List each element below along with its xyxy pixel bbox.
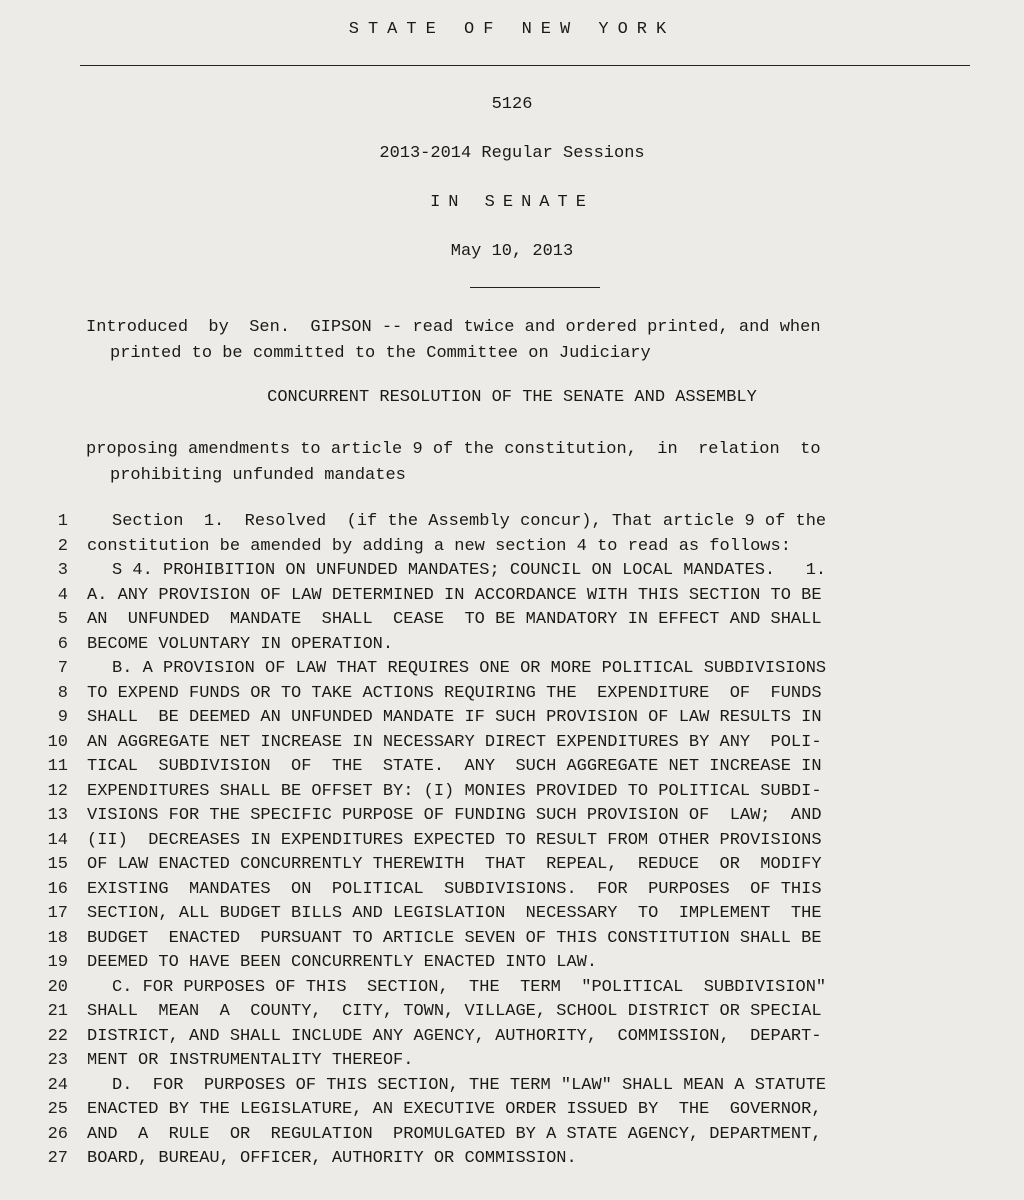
line-number: 4 (57, 585, 68, 605)
line-number: 26 (47, 1124, 68, 1144)
body-line (40, 927, 990, 952)
line-number: 10 (47, 732, 68, 752)
state-heading: STATE OF NEW YORK (348, 20, 676, 39)
line-number: 22 (47, 1026, 68, 1046)
line-text: VISIONS FOR THE SPECIFIC PURPOSE OF FUNDING SUCH PROVISION OF LAW; AND (87, 806, 822, 825)
body-line (40, 1147, 990, 1172)
body-line (40, 731, 990, 756)
line-number: 19 (47, 953, 68, 972)
body-line (40, 1025, 990, 1050)
body-line (40, 755, 990, 780)
line-text: EXPENDITURES SHALL BE OFFSET BY: (I) MONIES PROVIDED TO POLITICAL SUBDI- (87, 781, 822, 801)
body-line (40, 657, 990, 682)
line-text: B. A PROVISION OF LAW THAT REQUIRES ONE OR MORE POLITICAL SUBDIVISIONS (112, 659, 827, 678)
body-line (40, 608, 990, 633)
chamber-label: IN SENATE (430, 193, 594, 212)
line-text: SECTION, ALL BUDGET BILLS AND LEGISLATION NECESSARY TO IMPLEMENT THE (87, 904, 822, 923)
body-line (40, 1098, 990, 1123)
line-number: 2 (57, 536, 68, 556)
body-line (40, 829, 990, 854)
line-text: (II) DECREASES IN EXPENDITURES EXPECTED TO RESULT FROM OTHER PROVISIONS (87, 830, 822, 850)
line-number: 20 (47, 977, 68, 997)
line-number: 17 (47, 904, 68, 923)
line-number: 15 (47, 855, 68, 874)
line-text: AND A RULE OR REGULATION PROMULGATED BY A STATE AGENCY, DEPARTMENT, (87, 1124, 822, 1144)
line-number: 5 (57, 610, 68, 629)
line-number: 21 (47, 1002, 68, 1021)
line-text: BOARD, BUREAU, OFFICER, AUTHORITY OR COMMISSION. (87, 1149, 577, 1168)
line-text: BECOME VOLUNTARY IN OPERATION. (87, 634, 394, 654)
body-line (40, 535, 990, 560)
resolution-heading: CONCURRENT RESOLUTION OF THE SENATE AND ASSEMBLY (267, 388, 757, 407)
line-number: 3 (57, 561, 68, 580)
body-line (40, 1074, 990, 1099)
line-number: 7 (57, 659, 68, 678)
body-line (40, 510, 990, 535)
line-number: 24 (47, 1075, 68, 1095)
line-number: 9 (57, 708, 68, 727)
proposing-line-1: proposing amendments to article 9 of the constitution, in relation to (86, 440, 821, 459)
body-line (40, 804, 990, 829)
line-number: 16 (47, 879, 68, 899)
proposing-paragraph (86, 437, 976, 489)
body-line (40, 682, 990, 707)
body-line (40, 584, 990, 609)
line-text: DISTRICT, AND SHALL INCLUDE ANY AGENCY, AUTHORITY, COMMISSION, DEPART- (87, 1026, 822, 1046)
line-number: 23 (47, 1051, 68, 1070)
intro-line-2: printed to be committed to the Committee on Judiciary (110, 344, 651, 363)
line-text: TICAL SUBDIVISION OF THE STATE. ANY SUCH AGGREGATE NET INCREASE IN (87, 757, 822, 776)
line-text: OF LAW ENACTED CONCURRENTLY THEREWITH THAT REPEAL, REDUCE OR MODIFY (87, 855, 822, 874)
line-text: C. FOR PURPOSES OF THIS SECTION, THE TERM "POLITICAL SUBDIVISION" (112, 977, 827, 997)
body-line (40, 706, 990, 731)
line-text: DEEMED TO HAVE BEEN CONCURRENTLY ENACTED INTO LAW. (87, 953, 598, 972)
body-line (40, 1049, 990, 1074)
line-number: 1 (57, 512, 68, 531)
line-number: 11 (47, 757, 68, 776)
body-line (40, 878, 990, 903)
line-number: 13 (47, 806, 68, 825)
line-text: TO EXPEND FUNDS OR TO TAKE ACTIONS REQUIRING THE EXPENDITURE OF FUNDS (87, 683, 822, 703)
top-divider (80, 65, 970, 66)
bill-number: 5126 (491, 95, 533, 114)
session-label: 2013-2014 Regular Sessions (379, 144, 645, 163)
line-text: BUDGET ENACTED PURSUANT TO ARTICLE SEVEN OF THIS CONSTITUTION SHALL BE (87, 928, 822, 948)
body-line (40, 1123, 990, 1148)
body-line (40, 853, 990, 878)
line-text: constitution be amended by adding a new section 4 to read as follows: (87, 536, 791, 556)
line-text: S 4. PROHIBITION ON UNFUNDED MANDATES; COUNCIL ON LOCAL MANDATES. 1. (112, 561, 827, 580)
line-text: AN AGGREGATE NET INCREASE IN NECESSARY DIRECT EXPENDITURES BY ANY POLI- (87, 732, 822, 752)
line-text: Section 1. Resolved (if the Assembly concur), That article 9 of the (112, 512, 827, 531)
line-text: MENT OR INSTRUMENTALITY THEREOF. (87, 1051, 414, 1070)
line-text: A. ANY PROVISION OF LAW DETERMINED IN ACCORDANCE WITH THIS SECTION TO BE (87, 585, 822, 605)
line-number: 6 (57, 634, 68, 654)
line-number: 18 (47, 928, 68, 948)
body-line (40, 902, 990, 927)
resolution-body (40, 510, 990, 1172)
line-number: 14 (47, 830, 68, 850)
line-text: SHALL BE DEEMED AN UNFUNDED MANDATE IF SUCH PROVISION OF LAW RESULTS IN (87, 708, 822, 727)
proposing-line-2: prohibiting unfunded mandates (110, 466, 406, 485)
body-line (40, 976, 990, 1001)
line-text: EXISTING MANDATES ON POLITICAL SUBDIVISIONS. FOR PURPOSES OF THIS (87, 879, 822, 899)
short-divider (470, 287, 600, 288)
bill-date: May 10, 2013 (450, 242, 574, 261)
line-number: 27 (47, 1149, 68, 1168)
introduction-paragraph (86, 315, 976, 367)
intro-line-1: Introduced by Sen. GIPSON -- read twice and ordered printed, and when (86, 318, 821, 337)
line-text: D. FOR PURPOSES OF THIS SECTION, THE TERM "LAW" SHALL MEAN A STATUTE (112, 1075, 827, 1095)
body-line (40, 951, 990, 976)
body-line (40, 1000, 990, 1025)
body-line (40, 633, 990, 658)
line-text: SHALL MEAN A COUNTY, CITY, TOWN, VILLAGE, SCHOOL DISTRICT OR SPECIAL (87, 1002, 822, 1021)
line-number: 25 (47, 1100, 68, 1119)
body-line (40, 780, 990, 805)
line-number: 12 (47, 781, 68, 801)
line-text: ENACTED BY THE LEGISLATURE, AN EXECUTIVE ORDER ISSUED BY THE GOVERNOR, (87, 1100, 822, 1119)
line-text: AN UNFUNDED MANDATE SHALL CEASE TO BE MANDATORY IN EFFECT AND SHALL (87, 610, 822, 629)
line-number: 8 (57, 683, 68, 703)
body-line (40, 559, 990, 584)
